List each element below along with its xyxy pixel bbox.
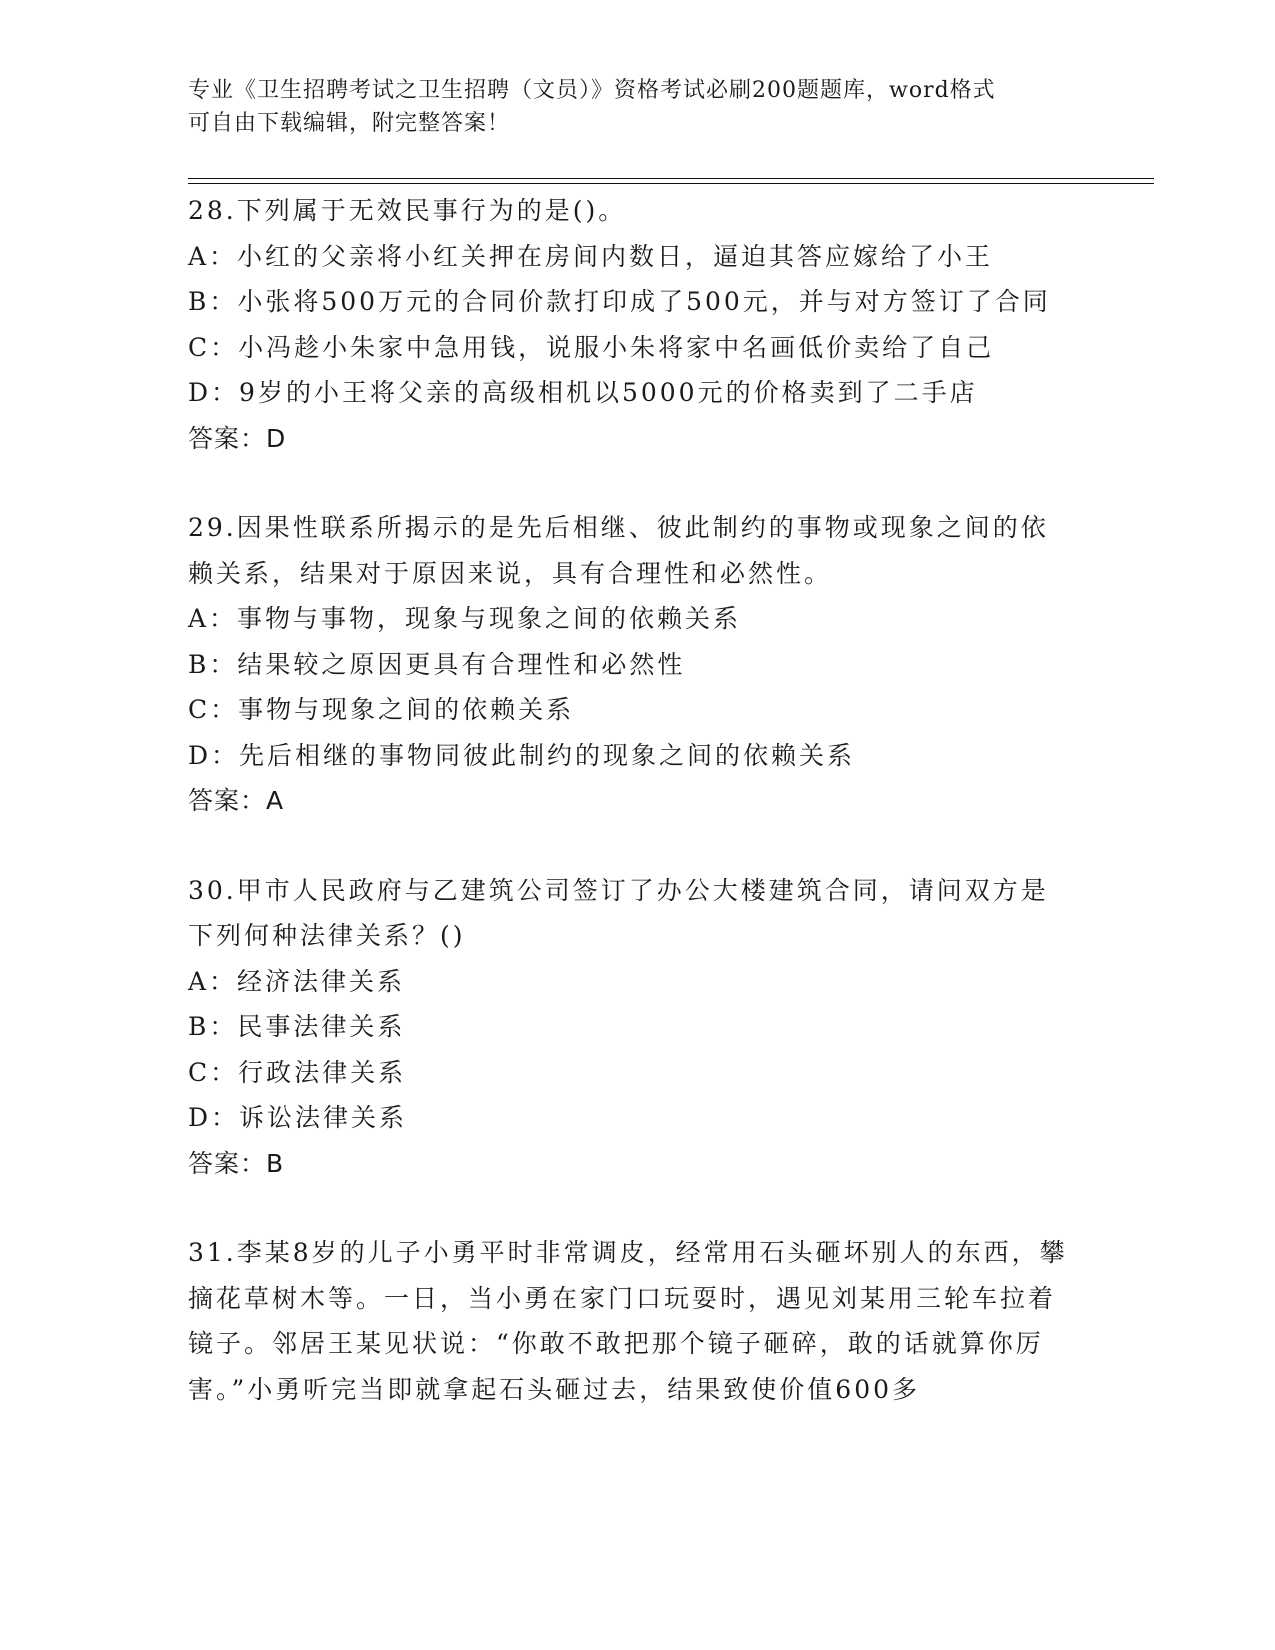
answer-label: 答案：B xyxy=(188,1148,285,1178)
answer-label: 答案：A xyxy=(188,786,285,815)
header-title-line-2: 可自由下载编辑，附完整答案！ xyxy=(188,111,511,136)
option-c: C：行政法律关系 xyxy=(188,1057,407,1087)
question-stem: 31.李某8岁的儿子小勇平时非常调皮，经常用石头砸坏别人的东西，攀摘花草树木等。一日，当小勇在家门口玩耍时，遇见刘某用三轮车拉着镜子。邻居王某见状说：“你敢不敢把那个镜子砸碎，敢的话就算你厉害。”小勇听完当即就拿起石头砸过去，结果致使价值600多 xyxy=(188,1238,1068,1404)
option-d: D：9岁的小王将父亲的高级相机以5000元的价格卖到了二手店 xyxy=(188,378,978,407)
question-28 xyxy=(188,188,1088,461)
question-stem: 28.下列属于无效民事行为的是()。 xyxy=(188,196,627,225)
question-31 xyxy=(188,1230,1088,1412)
answer-label: 答案：D xyxy=(188,423,287,453)
header-title-line-1: 专业《卫生招聘考试之卫生招聘（文员）》资格考试必刷200题题库，word格式 xyxy=(188,78,996,103)
header-divider xyxy=(188,178,1154,184)
question-stem: 30.甲市人民政府与乙建筑公司签订了办公大楼建筑合同，请问双方是下列何种法律关系？() xyxy=(188,875,1049,950)
page-header xyxy=(188,74,1068,140)
option-b: B：小张将500万元的合同价款打印成了500元，并与对方签订了合同 xyxy=(188,287,1051,316)
question-29 xyxy=(188,505,1088,824)
question-list xyxy=(188,188,1088,1456)
option-d: D：诉讼法律关系 xyxy=(188,1103,408,1132)
option-c: C：事物与现象之间的依赖关系 xyxy=(188,695,575,724)
question-30 xyxy=(188,868,1088,1187)
option-a: A：事物与事物，现象与现象之间的依赖关系 xyxy=(188,604,742,633)
option-b: B：结果较之原因更具有合理性和必然性 xyxy=(188,649,686,679)
option-a: A：经济法律关系 xyxy=(188,966,406,996)
option-d: D：先后相继的事物同彼此制约的现象之间的依赖关系 xyxy=(188,740,856,770)
question-stem: 29.因果性联系所揭示的是先后相继、彼此制约的事物或现象之间的依赖关系，结果对于原因来说，具有合理性和必然性。 xyxy=(188,513,1049,588)
option-b: B：民事法律关系 xyxy=(188,1012,406,1041)
option-a: A：小红的父亲将小红关押在房间内数日，逼迫其答应嫁给了小王 xyxy=(188,241,994,271)
option-c: C：小冯趁小朱家中急用钱，说服小朱将家中名画低价卖给了自己 xyxy=(188,332,995,362)
